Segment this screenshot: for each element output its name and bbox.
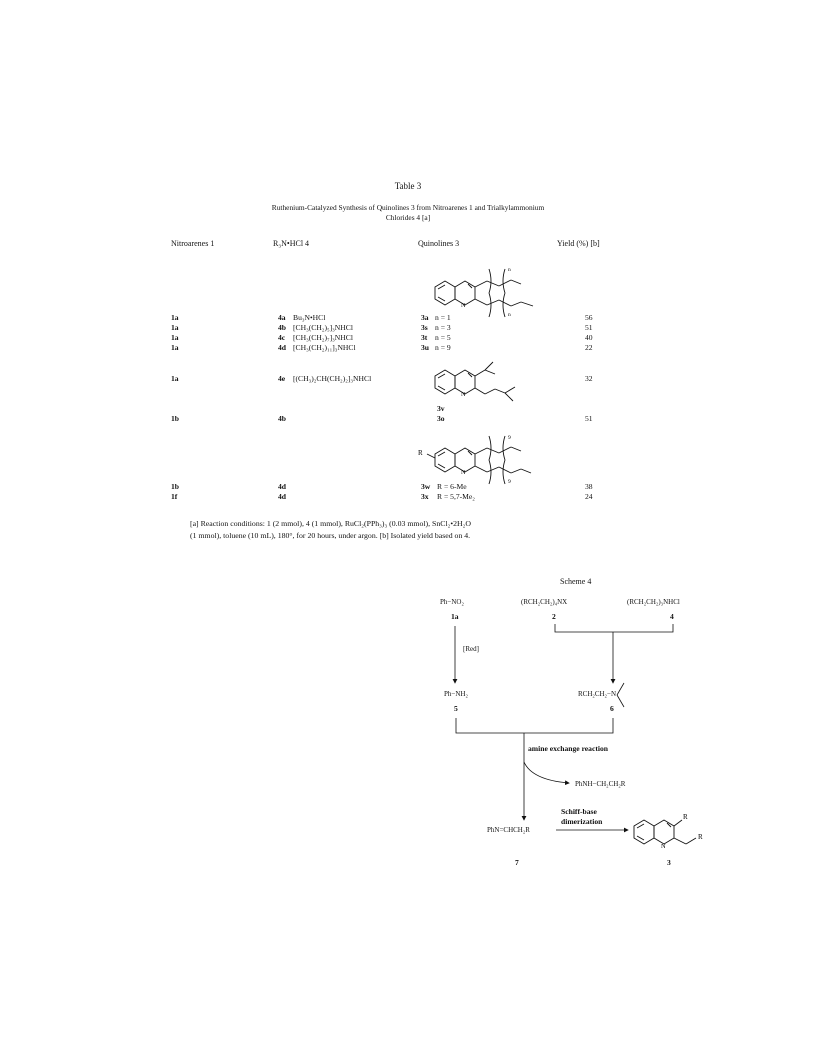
row4-nitro: 1a	[171, 343, 179, 352]
row7-q-id: 3w	[421, 482, 431, 491]
structure-n-atom: N	[461, 302, 466, 309]
row2-amm-id: 4b	[278, 323, 287, 332]
scheme-ph-nh2: Ph−NH₂	[444, 690, 468, 698]
row5-nitro: 1a	[171, 374, 179, 383]
structure-r-label: R	[418, 449, 423, 457]
scheme-rch2ch2-nx: (RCH₂CH₂)₄NX	[521, 598, 568, 606]
table-subtitle-line1: Ruthenium-Catalyzed Synthesis of Quinolines 3 from Nitroarenes 1 and Trialkylammonium	[271, 203, 545, 212]
row4-q-id: 3u	[421, 343, 430, 352]
scheme-label-4: 4	[670, 612, 674, 621]
table-footnote-line1: [a] Reaction conditions: 1 (2 mmol), 4 (1 mmol), RuCl₂(PPh₃)₃ (0.03 mmol), SnCl₂•2H₂O	[190, 519, 471, 528]
row6-amm-id: 4b	[278, 414, 287, 423]
scheme-red: [Red]	[463, 645, 479, 653]
row2-nitro: 1a	[171, 323, 179, 332]
scheme-product-quinoline	[628, 808, 718, 854]
scheme-amine-exchange: amine exchange reaction	[528, 744, 609, 753]
row2-yield: 51	[585, 323, 593, 332]
scheme-label-5: 5	[454, 704, 458, 713]
row1-nitro: 1a	[171, 313, 179, 322]
table-footnote-line2: (1 mmol), toluene (10 mL), 180°, for 20 hours, under argon. [b] Isolated yield based on 4.	[190, 531, 471, 540]
scheme-title: Scheme 4	[560, 577, 592, 586]
structure-n-subscript-top: n	[508, 267, 511, 273]
structure-n-subscript-bottom: n	[508, 312, 511, 318]
header-ammonium: R₃N•HCl 4	[273, 239, 310, 248]
scheme-rch2ch2-nhcl: (RCH₂CH₂)₃NHCl	[627, 598, 680, 606]
row7-yield: 38	[585, 482, 593, 491]
product-n-atom: N	[661, 843, 666, 850]
row2-q-desc: n = 3	[435, 323, 451, 332]
product-r1: R	[683, 813, 688, 821]
scheme-label-1a: 1a	[451, 612, 459, 621]
structure-nine-bottom: 9	[508, 479, 511, 485]
row1-q-desc: n = 1	[435, 313, 451, 322]
row1-amm-id: 4a	[278, 313, 286, 322]
table-title: Table 3	[394, 181, 422, 191]
row3-nitro: 1a	[171, 333, 179, 342]
scheme-ph-no2: Ph−NO₂	[440, 598, 464, 606]
row4-q-desc: n = 9	[435, 343, 451, 352]
row4-amm-id: 4d	[278, 343, 287, 352]
header-quinolines: Quinolines 3	[418, 239, 460, 248]
row1-q-id: 3a	[421, 313, 429, 322]
row8-yield: 24	[585, 492, 593, 501]
row5-q-id: 3v	[437, 404, 445, 413]
row3-amm: [CH₃(CH₂)₇]₃NHCl	[293, 333, 353, 342]
scheme-schiff-line1: Schiff-base	[561, 807, 597, 816]
row8-nitro: 1f	[171, 492, 178, 501]
row3-yield: 40	[585, 333, 593, 342]
row4-amm: [CH₃(CH₂)₁₁]₃NHCl	[293, 343, 356, 352]
row1-amm: Bu₃N•HCl	[293, 313, 326, 322]
table-subtitle-line2: Chlorides 4 [a]	[385, 213, 431, 222]
scheme-schiff-line2: dimerization	[561, 817, 603, 826]
row8-q-id: 3x	[421, 492, 429, 501]
row6-yield: 51	[585, 414, 593, 423]
row3-q-id: 3t	[421, 333, 428, 342]
scheme-phnh-ch2ch2r: PhNH−CH₂CH₂R	[575, 780, 626, 788]
row7-nitro: 1b	[171, 482, 180, 491]
scheme-label-7: 7	[515, 858, 519, 867]
structure-3v-n-atom: N	[461, 391, 466, 398]
header-nitroarenes: Nitroarenes 1	[171, 239, 215, 248]
row5-amm-id: 4e	[278, 374, 286, 383]
scheme-rch2ch2-n: RCH₂CH₂−N	[578, 690, 617, 698]
row1-yield: 56	[585, 313, 593, 322]
structure-r-n-atom: N	[461, 469, 466, 476]
scheme-label-6: 6	[610, 704, 614, 713]
row5-yield: 32	[585, 374, 593, 383]
row3-amm-id: 4c	[278, 333, 286, 342]
row3-q-desc: n = 5	[435, 333, 451, 342]
row8-q-desc: R = 5,7-Me₂	[437, 492, 475, 501]
product-r2: R	[698, 833, 703, 841]
row2-q-id: 3s	[421, 323, 428, 332]
row7-q-desc: R = 6-Me	[437, 482, 467, 491]
structure-nine-top: 9	[508, 435, 511, 441]
scheme-label-2: 2	[552, 612, 556, 621]
row5-amm: [(CH₃)₂CH(CH₂)₂]₃NHCl	[293, 374, 372, 383]
scheme-label-3: 3	[667, 858, 671, 867]
row6-nitro: 1b	[171, 414, 180, 423]
scheme-phn-chch2r: PhN=CHCH₂R	[487, 826, 530, 834]
header-yield: Yield (%) [b]	[557, 239, 600, 248]
row7-amm-id: 4d	[278, 482, 287, 491]
row8-amm-id: 4d	[278, 492, 287, 501]
row4-yield: 22	[585, 343, 593, 352]
row2-amm: [CH₃(CH₂)₅]₃NHCl	[293, 323, 353, 332]
row6-q-id: 3o	[437, 414, 445, 423]
